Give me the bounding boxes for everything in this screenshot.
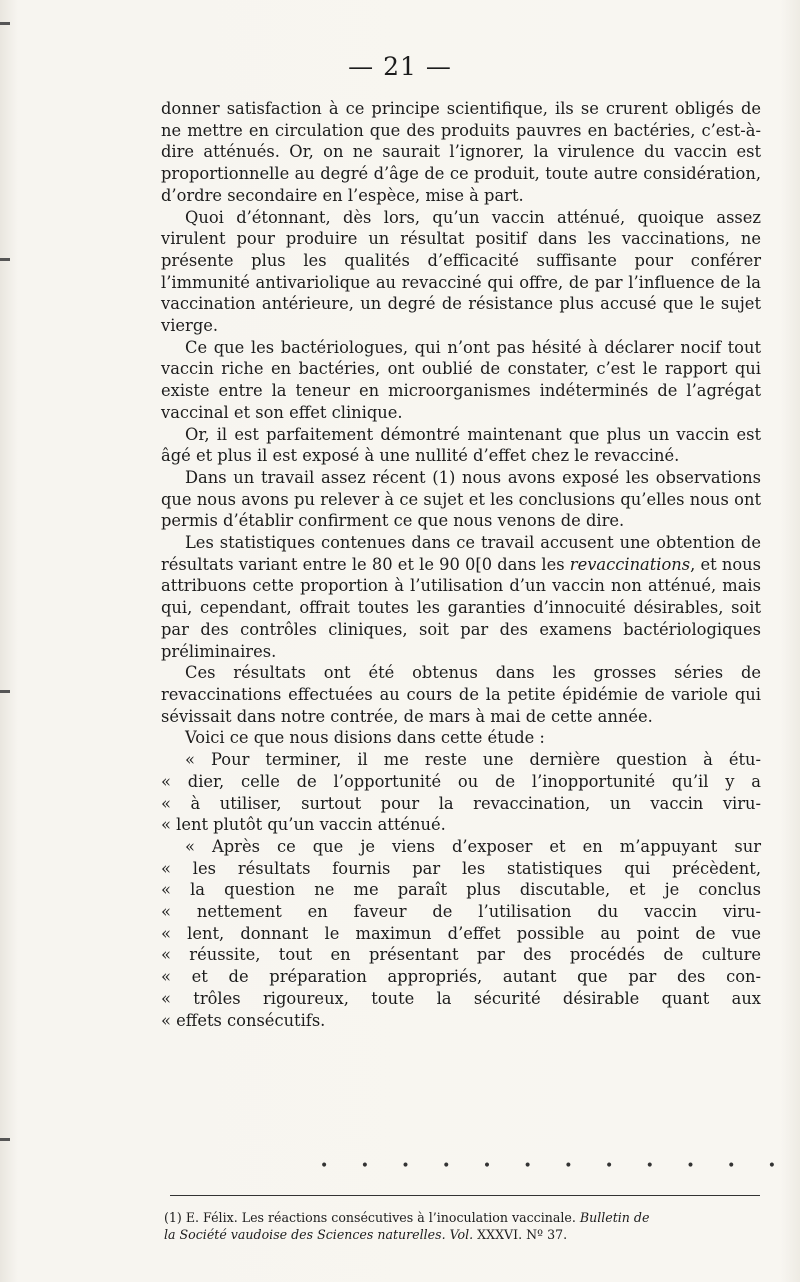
quote-line: « la question ne me paraît plus discutable, et je conclus [161, 880, 761, 900]
footnote-text: (1) E. Félix. Les réactions consécutives à l’inoculation vaccinale. [164, 1210, 580, 1225]
body-text [161, 98, 761, 1031]
paragraph-5: Dans un travail assez récent (1) nous avons exposé les observations que nous avons pu relever à ce sujet et les conclusions qu’elles nous ont permis d’établir confirment ce que nous venons de dire. [161, 467, 761, 531]
quote-block-1 [161, 749, 761, 836]
paragraph-4: Or, il est parfaitement démontré maintenant que plus un vaccin est âgé et plus il est exposé à une nullité d’effet chez le revacciné. [161, 424, 761, 466]
footnote-line-2 [164, 1226, 764, 1243]
quote-line: « effets consécutifs. [161, 1010, 326, 1030]
footnote-volume: XXXVI. Nº 37. [473, 1227, 568, 1242]
footnote-rule [170, 1195, 760, 1196]
footnote-line-1 [164, 1209, 764, 1226]
quote-line: « dier, celle de l’opportunité ou de l’inopportunité qu’il y a [161, 771, 761, 791]
quote-line: « à utiliser, surtout pour la revaccination, un vaccin viru- [161, 793, 761, 813]
footnote-journal-cont: la Société vaudoise des Sciences naturelles. Vol. [164, 1227, 474, 1242]
paragraph-6-text-b: , et nous attribuons cette proportion à l’utilisation d’un vaccin non atténué, mais qui, cependant, offrait toutes les garanties d’innocuité désirables, soit par des contrôles cliniques, soit par des examens bactériologiques préliminaires. [161, 554, 761, 661]
footnote-journal: Bulletin de [579, 1210, 650, 1225]
quote-line: « nettement en faveur de l’utilisation du vaccin viru- [161, 902, 761, 922]
quote-line: « les résultats fournis par les statistiques qui précèdent, [161, 858, 761, 878]
paragraph-1: donner satisfaction à ce principe scientifique, ils se crurent obligés de ne mettre en circulation que des produits pauvres en bactéries, c’est-à-dire atténués. Or, on ne saurait l’ignorer, la virulence du vaccin est proportionnelle au degré d’âge de ce produit, toute autre considération, d’ordre secondaire en l’espèce, mise à part. [161, 99, 761, 205]
footnote [164, 1209, 764, 1243]
paragraph-6-italic: revaccinations [569, 554, 691, 574]
quote-block-2 [161, 836, 761, 1031]
quote-line: « lent, donnant le maximun d’effet possible au point de vue [161, 923, 761, 943]
paragraph-8: Voici ce que nous disions dans cette étude : [185, 728, 545, 748]
paragraph-7: Ces résultats ont été obtenus dans les grosses séries de revaccinations effectuées au cours de la petite épidémie de variole qui sévissait dans notre contrée, de mars à mai de cette année. [161, 663, 761, 726]
paragraph-2: Quoi d’étonnant, dès lors, qu’un vaccin atténué, quoique assez virulent pour produire un résultat positif dans les vaccinations, ne présente plus les qualités d’efficacité suffisante pour conférer l’immunité antivariolique au revacciné qui offre, de par l’influence de la vaccination antérieure, un degré de résistance plus accusé que le sujet vierge. [161, 207, 761, 336]
quote-line: « Après ce que je viens d’exposer et en m’appuyant sur [185, 836, 761, 856]
paragraph-6-text-a: Les statistiques contenues dans ce travail accusent une obtention de résultats variant entre le 80 et le 90 0[0 dans les [161, 533, 761, 574]
quote-line: « trôles rigoureux, toute la sécurité désirable quant aux [161, 988, 761, 1008]
ellipsis-dots: • • • • • • • • • • • • [320, 1158, 791, 1174]
edge-mark [0, 22, 10, 25]
quote-line: « et de préparation appropriés, autant que par des con- [161, 967, 761, 987]
quote-line: « Pour terminer, il me reste une dernière question à étu- [185, 750, 761, 770]
paragraph-3: Ce que les bactériologues, qui n’ont pas hésité à déclarer nocif tout vaccin riche en bactéries, ont oublié de constater, c’est le rapport qui existe entre la teneur en microorganismes indéterminés de l’agrégat vaccinal et son effet clinique. [161, 337, 761, 422]
quote-line: « réussite, tout en présentant par des procédés de culture [161, 945, 761, 965]
edge-mark [0, 690, 10, 693]
page-number: — 21 — [348, 52, 452, 81]
edge-mark [0, 258, 10, 261]
quote-line: « lent plutôt qu’un vaccin atténué. [161, 815, 446, 835]
paragraph-6 [161, 532, 761, 662]
edge-mark [0, 1138, 10, 1141]
